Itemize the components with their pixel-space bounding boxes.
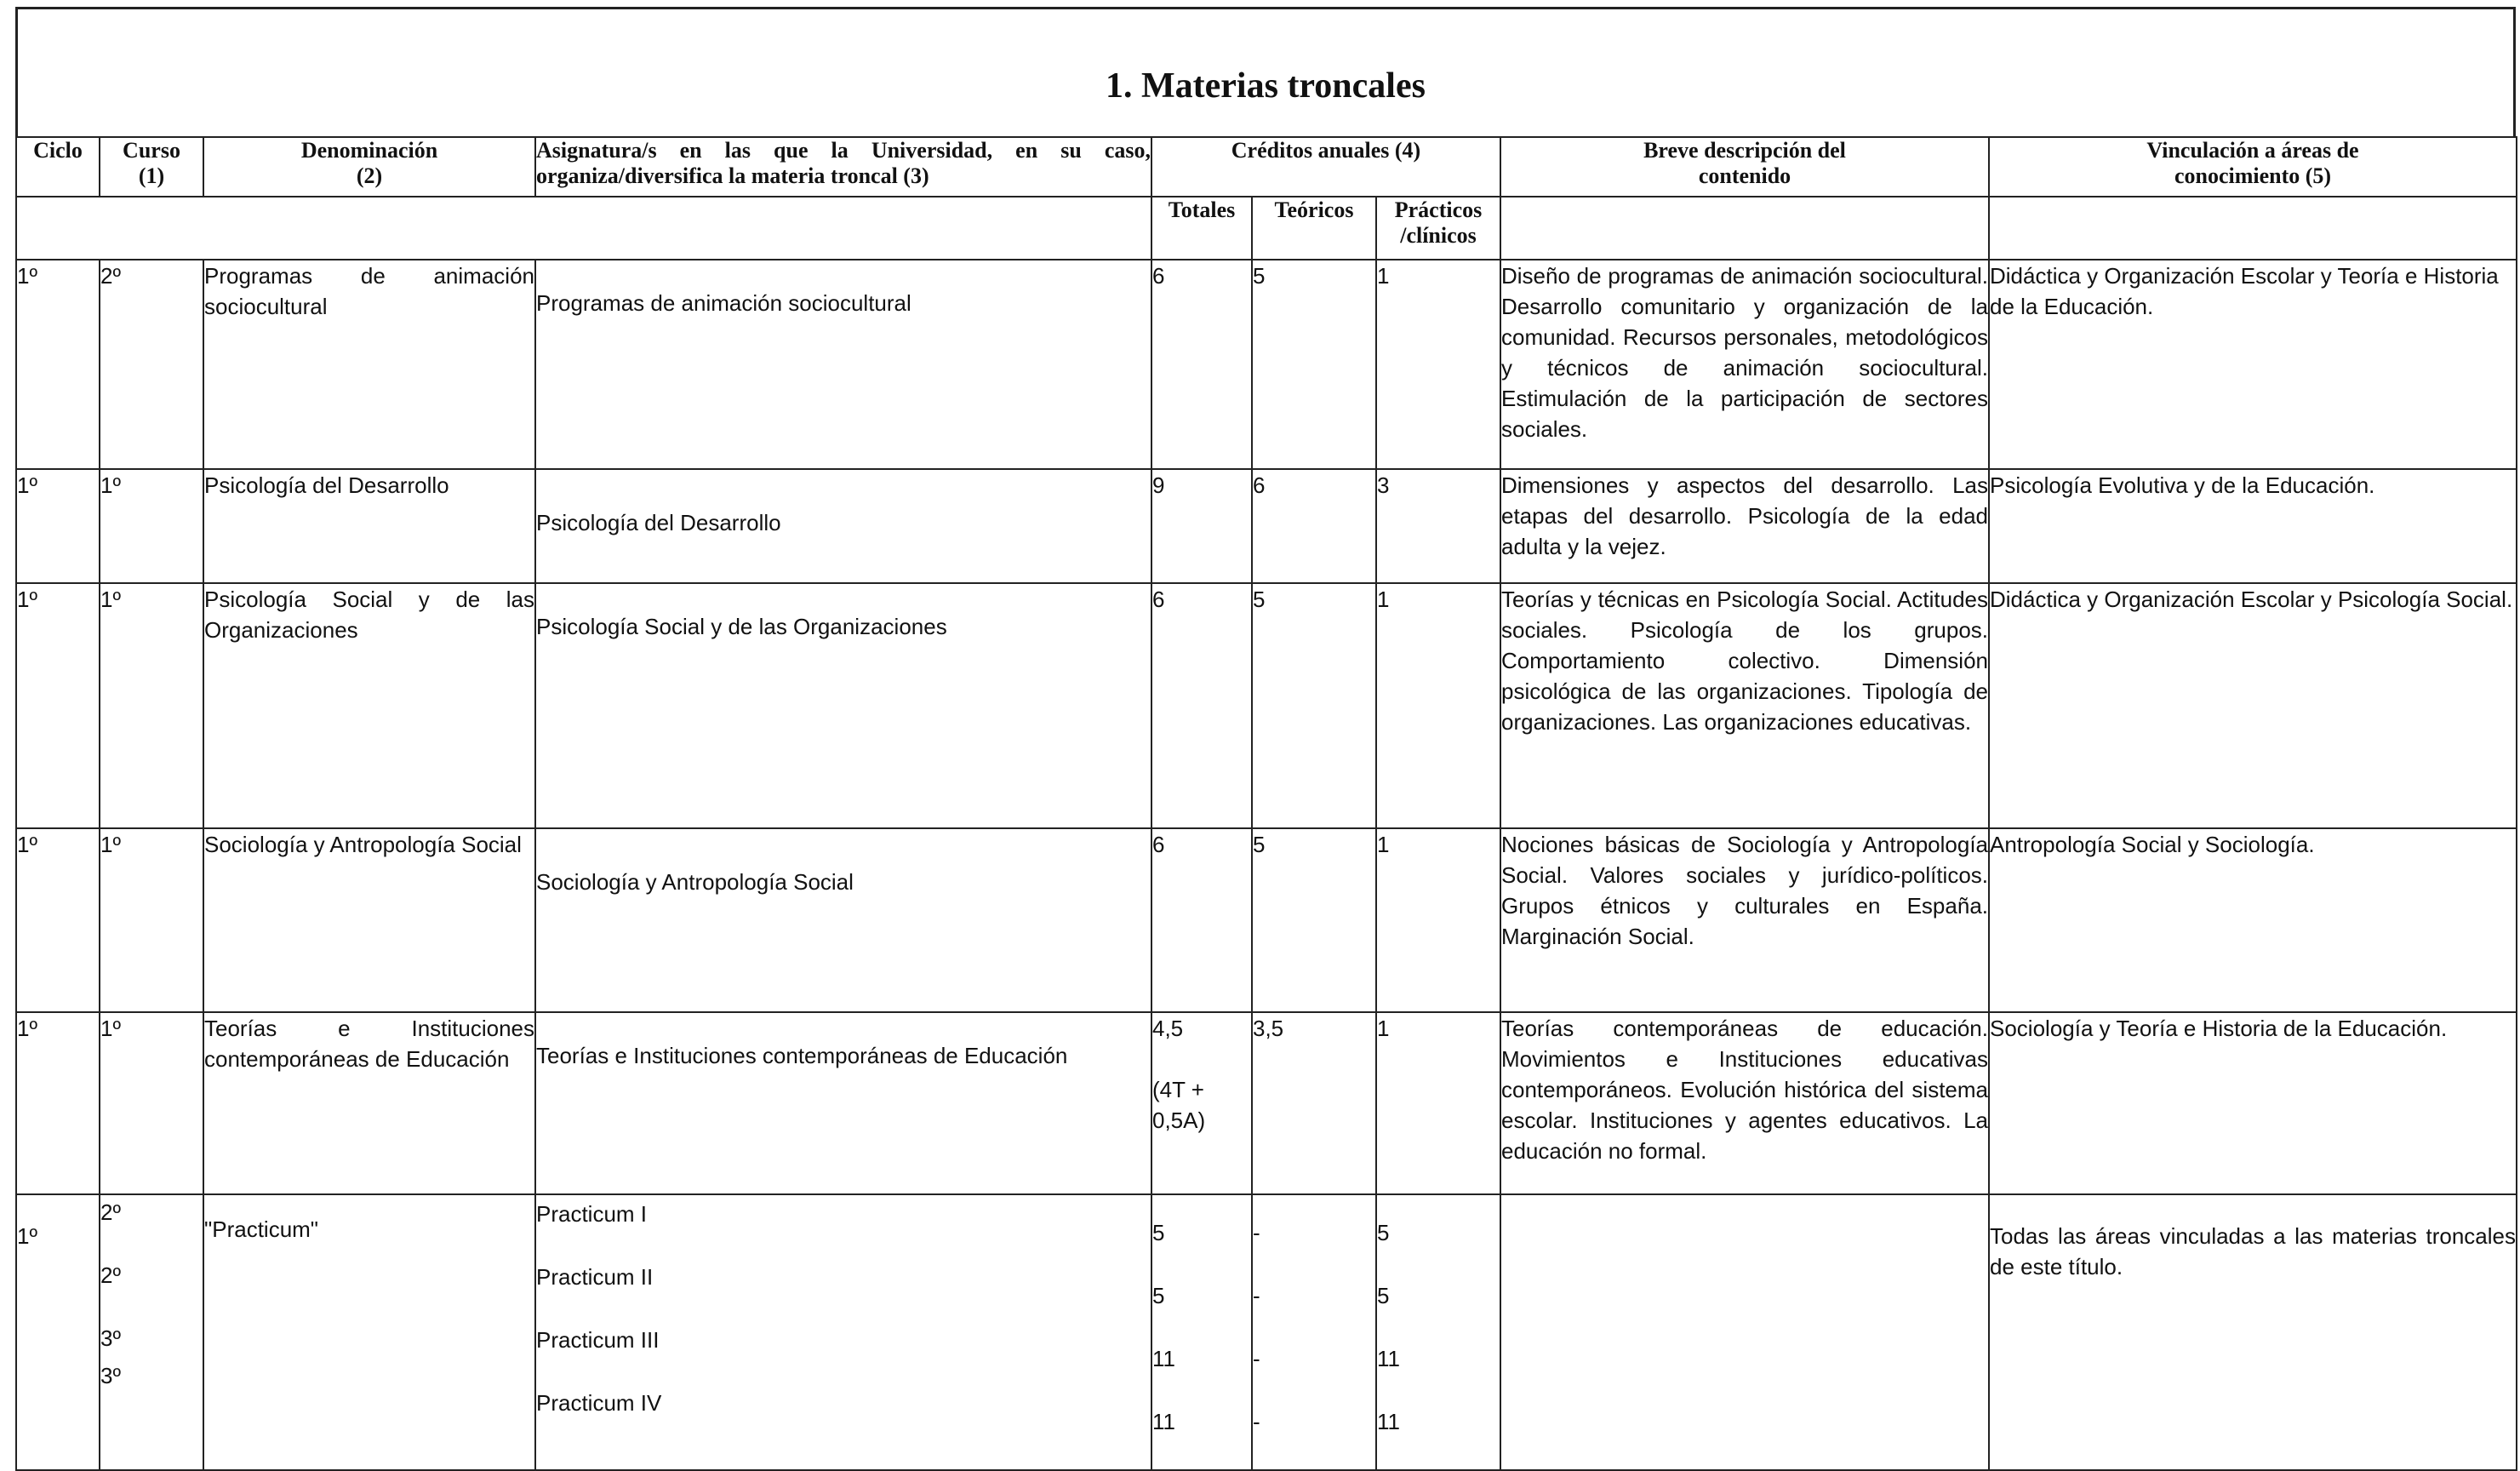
cell-ciclo: 1º <box>16 469 100 583</box>
header-denominacion: Denominación (2) <box>203 137 535 197</box>
cell-denominacion: Sociología y Antropología Social <box>203 828 535 1012</box>
cell-descripcion: Dimensiones y aspectos del desarrollo. Las etapas del desarrollo. Psicología de la edad adulta y la vejez. <box>1500 469 1989 583</box>
practicum-curso: 2º <box>100 1199 121 1225</box>
practicum-totales: 5 <box>1152 1220 1165 1245</box>
cell-ciclo: 1º <box>16 1194 100 1470</box>
cell-vinculacion: Todas las áreas vinculadas a las materias troncales de este título. <box>1989 1194 2517 1470</box>
practicum-asignatura: Practicum I <box>536 1201 648 1227</box>
cell-denominacion: "Practicum" <box>203 1194 535 1470</box>
practicum-teoricos: - <box>1253 1220 1260 1245</box>
cell-descripcion: Diseño de programas de animación sociocultural. Desarrollo comunitario y organización de la comunidad. Recursos personales, metodológicos y técnicos de animación sociocultural. Estimulación de la participación de sectores sociales. <box>1500 260 1989 469</box>
table-row <box>16 583 2517 828</box>
subheader-blank-desc <box>1500 197 1989 260</box>
cell-practicos: 1 <box>1376 583 1500 828</box>
cell-totales: 4,5 (4T + 0,5A) <box>1151 1012 1252 1194</box>
cell-asignatura: Psicología Social y de las Organizaciones <box>535 583 1151 828</box>
header-curso: Curso (1) <box>100 137 203 197</box>
practicum-totales: 5 <box>1152 1283 1165 1308</box>
cell-teoricos: 6 <box>1252 469 1376 583</box>
cell-teoricos-list <box>1252 1194 1376 1470</box>
practicum-practicos: 5 <box>1377 1220 1390 1245</box>
cell-ciclo: 1º <box>16 1012 100 1194</box>
header-creditos: Créditos anuales (4) <box>1151 137 1500 197</box>
table-row <box>16 469 2517 583</box>
materias-table <box>15 136 2517 1471</box>
cell-curso: 1º <box>100 469 203 583</box>
practicum-totales: 11 <box>1152 1409 1175 1434</box>
cell-asignatura: Sociología y Antropología Social <box>535 828 1151 1012</box>
cell-vinculacion: Sociología y Teoría e Historia de la Educación. <box>1989 1012 2517 1194</box>
practicum-teoricos: - <box>1253 1409 1260 1434</box>
cell-practicos: 1 <box>1376 828 1500 1012</box>
table-row-practicum <box>16 1194 2517 1470</box>
cell-practicos-list <box>1376 1194 1500 1470</box>
practicum-asignatura: Practicum IV <box>536 1390 662 1416</box>
document-page <box>15 7 2519 1439</box>
title-box <box>15 7 2516 136</box>
practicum-teoricos: - <box>1253 1283 1260 1308</box>
cell-curso: 2º <box>100 260 203 469</box>
cell-teoricos: 5 <box>1252 260 1376 469</box>
cell-practicos: 1 <box>1376 260 1500 469</box>
table-row <box>16 1012 2517 1194</box>
cell-denominacion: Programas de animación sociocultural <box>203 260 535 469</box>
header-vinculacion: Vinculación a áreas de conocimiento (5) <box>1989 137 2517 197</box>
header-row <box>16 137 2517 197</box>
practicum-totales: 11 <box>1152 1346 1175 1371</box>
cell-totales: 6 <box>1151 828 1252 1012</box>
practicum-curso: 2º <box>100 1262 121 1288</box>
cell-asignatura: Teorías e Instituciones contemporáneas de Educación <box>535 1012 1151 1194</box>
subheader-blank-vinc <box>1989 197 2517 260</box>
cell-descripcion: Teorías contemporáneas de educación. Movimientos e Instituciones educativas contemporáneos. Evolución histórica del sistema escolar. Instituciones y agentes educativos. La educación no formal. <box>1500 1012 1989 1194</box>
cell-descripcion: Teorías y técnicas en Psicología Social. Actitudes sociales. Psicología de los grupos. Comportamiento colectivo. Dimensión psicológica de las organizaciones. Tipología de organizaciones. Las organizaciones educativas. <box>1500 583 1989 828</box>
cell-ciclo: 1º <box>16 828 100 1012</box>
practicum-asignatura: Practicum III <box>536 1327 660 1353</box>
cell-vinculacion: Didáctica y Organización Escolar y Teoría e Historia de la Educación. <box>1989 260 2517 469</box>
cell-curso: 1º <box>100 828 203 1012</box>
header-totales: Totales <box>1151 197 1252 260</box>
cell-vinculacion: Antropología Social y Sociología. <box>1989 828 2517 1012</box>
cell-teoricos: 3,5 <box>1252 1012 1376 1194</box>
cell-denominacion: Psicología Social y de las Organizaciones <box>203 583 535 828</box>
cell-ciclo: 1º <box>16 583 100 828</box>
header-descripcion: Breve descripción del contenido <box>1500 137 1989 197</box>
cell-descripcion <box>1500 1194 1989 1470</box>
table-row <box>16 260 2517 469</box>
cell-teoricos: 5 <box>1252 828 1376 1012</box>
cell-ciclo: 1º <box>16 260 100 469</box>
header-ciclo: Ciclo <box>16 137 100 197</box>
cell-totales: 9 <box>1151 469 1252 583</box>
header-asignatura: Asignatura/s en las que la Universidad, en su caso, organiza/diversifica la materia troncal (3) <box>535 137 1151 197</box>
practicum-teoricos: - <box>1253 1346 1260 1371</box>
cell-practicos: 1 <box>1376 1012 1500 1194</box>
practicum-asignatura: Practicum II <box>536 1264 654 1290</box>
cell-asignatura: Programas de animación sociocultural <box>535 260 1151 469</box>
cell-curso-list <box>100 1194 203 1470</box>
cell-asignatura: Psicología del Desarrollo <box>535 469 1151 583</box>
cell-teoricos: 5 <box>1252 583 1376 828</box>
cell-totales: 6 <box>1151 260 1252 469</box>
practicum-practicos: 11 <box>1377 1346 1400 1371</box>
cell-descripcion: Nociones básicas de Sociología y Antropología Social. Valores sociales y jurídico-políticos. Grupos étnicos y culturales en España. Marginación Social. <box>1500 828 1989 1012</box>
cell-curso: 1º <box>100 583 203 828</box>
subheader-blank <box>16 197 1151 260</box>
cell-totales-list <box>1151 1194 1252 1470</box>
cell-curso: 1º <box>100 1012 203 1194</box>
cell-practicos: 3 <box>1376 469 1500 583</box>
cell-denominacion: Psicología del Desarrollo <box>203 469 535 583</box>
practicum-practicos: 5 <box>1377 1283 1390 1308</box>
header-teoricos: Teóricos <box>1252 197 1376 260</box>
cell-denominacion: Teorías e Instituciones contemporáneas de Educación <box>203 1012 535 1194</box>
page-title: 1. Materias troncales <box>1106 66 1426 106</box>
cell-vinculacion: Didáctica y Organización Escolar y Psicología Social. <box>1989 583 2517 828</box>
cell-totales: 6 <box>1151 583 1252 828</box>
practicum-practicos: 11 <box>1377 1409 1400 1434</box>
cell-vinculacion: Psicología Evolutiva y de la Educación. <box>1989 469 2517 583</box>
header-practicos: Prácticos /clínicos <box>1376 197 1500 260</box>
practicum-curso: 3º <box>100 1363 121 1388</box>
cell-asignatura-list <box>535 1194 1151 1470</box>
practicum-curso: 3º <box>100 1325 121 1351</box>
table-row <box>16 828 2517 1012</box>
subheader-row <box>16 197 2517 260</box>
